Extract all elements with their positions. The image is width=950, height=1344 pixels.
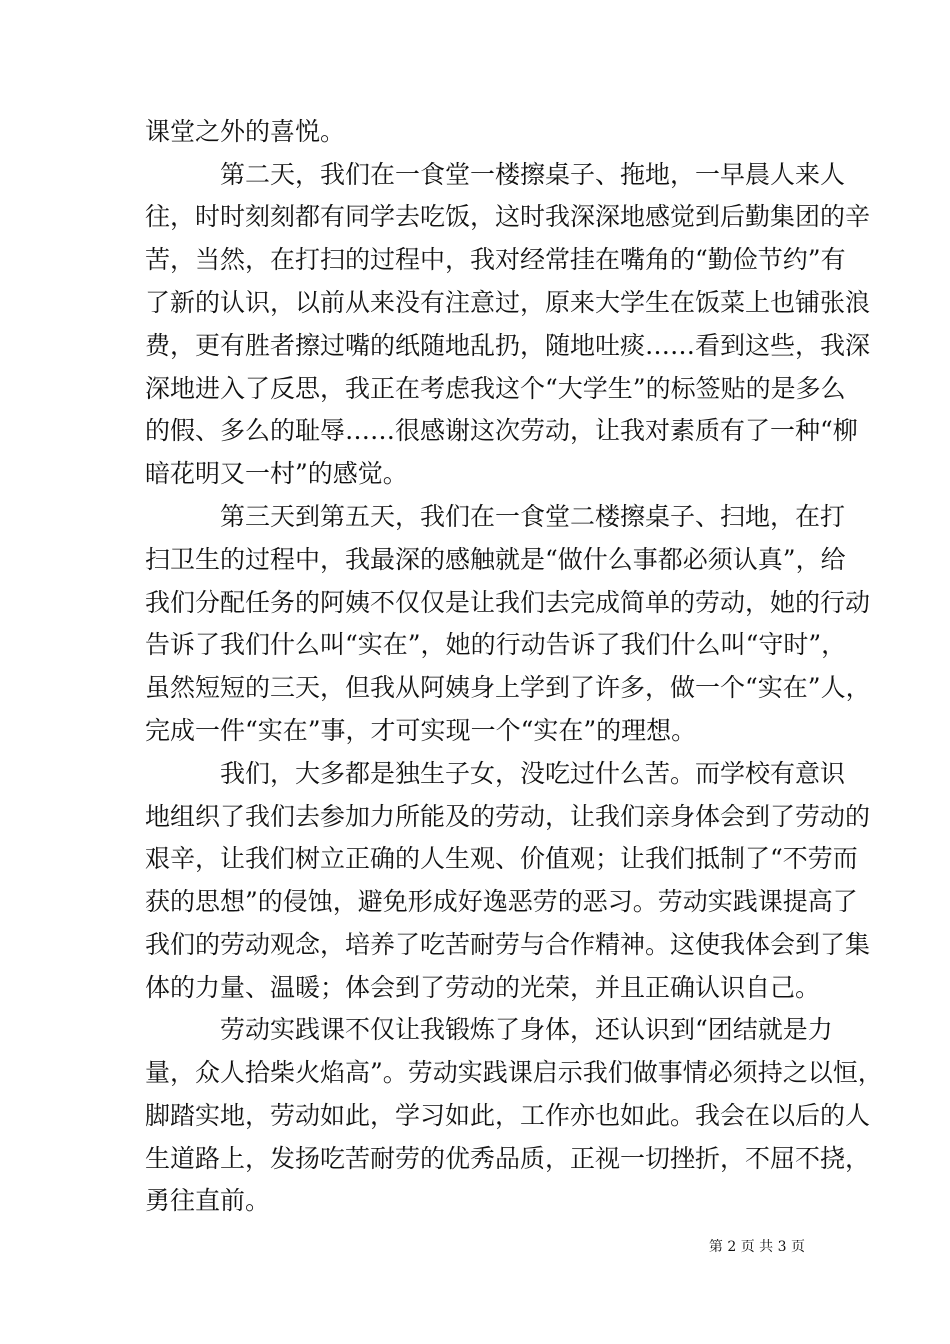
page-number: 第 2 页 共 3 页 bbox=[708, 1239, 805, 1255]
text-line: 艰辛，让我们树立正确的人生观、价值观；让我们抵制了“不劳而 bbox=[145, 844, 858, 873]
text-line: 扫卫生的过程中，我最深的感触就是“做什么事都必须认真”，给 bbox=[145, 545, 846, 574]
text-line: 勇往直前。 bbox=[145, 1186, 271, 1215]
text-line: 费，更有胜者擦过嘴的纸随地乱扔，随地吐痰……看到这些，我深 bbox=[145, 331, 871, 360]
text-line: 我们的劳动观念，培养了吃苦耐劳与合作精神。这使我体会到了集 bbox=[145, 930, 871, 959]
text-line: 第二天，我们在一食堂一楼擦桌子、拖地，一早晨人来人 bbox=[145, 160, 846, 189]
text-line: 的假、多么的耻辱……很感谢这次劳动，让我对素质有了一种“柳 bbox=[145, 416, 858, 445]
text-line: 我们，大多都是独生子女，没吃过什么苦。而学校有意识 bbox=[145, 759, 846, 788]
text-line: 深地进入了反思，我正在考虑我这个“大学生”的标签贴的是多么 bbox=[145, 374, 846, 403]
text-line: 生道路上，发扬吃苦耐劳的优秀品质，正视一切挫折，不屈不挠， bbox=[145, 1144, 871, 1173]
text-line: 课堂之外的喜悦。 bbox=[145, 117, 346, 146]
text-line: 了新的认识，以前从来没有注意过，原来大学生在饭菜上也铺张浪 bbox=[145, 288, 871, 317]
text-line: 获的思想”的侵蚀，避免形成好逸恶劳的恶习。劳动实践课提高了 bbox=[145, 887, 858, 916]
text-line: 体的力量、温暖；体会到了劳动的光荣，并且正确认识自己。 bbox=[145, 973, 821, 1002]
text-line: 地组织了我们去参加力所能及的劳动，让我们亲身体会到了劳动的 bbox=[145, 802, 871, 831]
text-line: 暗花明又一村”的感觉。 bbox=[145, 459, 408, 488]
text-line: 告诉了我们什么叫“实在”，她的行动告诉了我们什么叫“守时”， bbox=[145, 630, 847, 659]
text-line: 脚踏实地，劳动如此，学习如此，工作亦也如此。我会在以后的人 bbox=[145, 1101, 871, 1130]
text-line: 量，众人拾柴火焰高”。劳动实践课启示我们做事情必须持之以恒， bbox=[145, 1058, 883, 1087]
text-line: 第三天到第五天，我们在一食堂二楼擦桌子、扫地，在打 bbox=[145, 502, 846, 531]
text-line: 我们分配任务的阿姨不仅仅是让我们去完成简单的劳动，她的行动 bbox=[145, 588, 871, 617]
text-line: 劳动实践课不仅让我锻炼了身体，还认识到“团结就是力 bbox=[145, 1015, 833, 1044]
text-line: 苦，当然，在打扫的过程中，我对经常挂在嘴角的“勤俭节约”有 bbox=[145, 245, 846, 274]
text-line: 往，时时刻刻都有同学去吃饭，这时我深深地感觉到后勤集团的辛 bbox=[145, 202, 871, 231]
text-line: 虽然短短的三天，但我从阿姨身上学到了许多，做一个“实在”人， bbox=[145, 673, 871, 702]
text-line: 完成一件“实在”事，才可实现一个“实在”的理想。 bbox=[145, 716, 697, 745]
